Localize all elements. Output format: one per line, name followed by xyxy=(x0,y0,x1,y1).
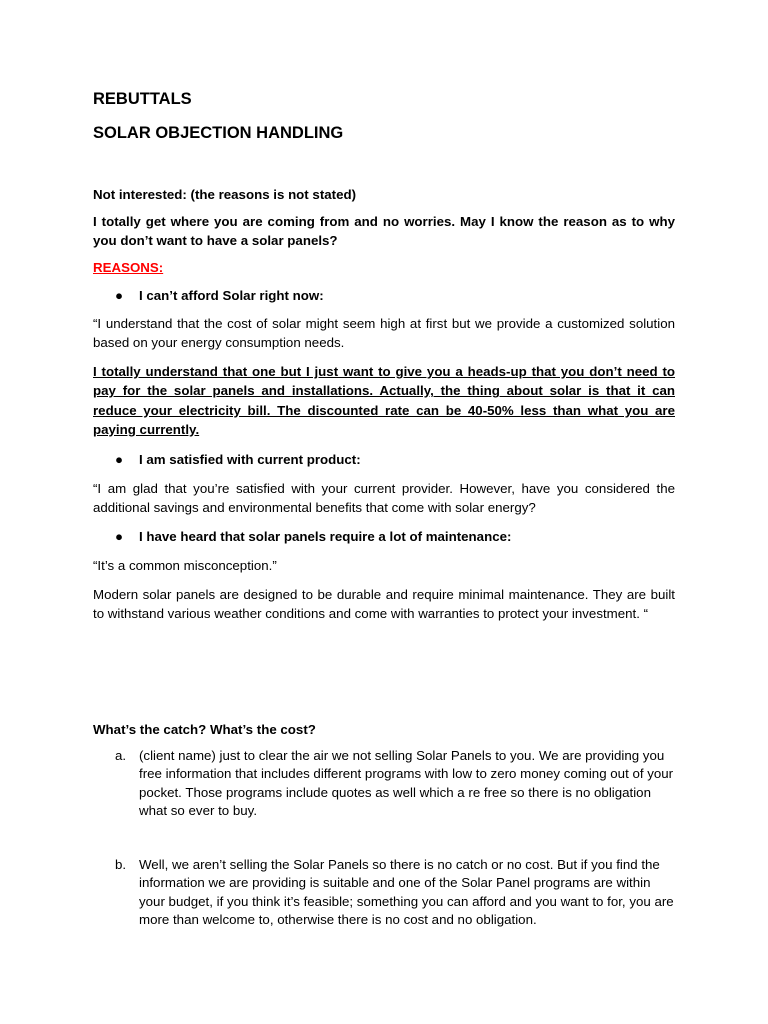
list-item-text: Well, we aren’t selling the Solar Panels so there is no catch or no cost. But if you find the information we are providing is suitable and one of the Solar Panel programs are within your budget, if you think it’s feasible; something you can afford and you want to for, you are more than welcome to, otherwise there is no cost and no obligation. xyxy=(139,857,674,927)
objection-reply-maintenance: “It’s a common misconception.” xyxy=(93,558,277,573)
bullet-marker: ● xyxy=(115,288,124,303)
objection-title: I have heard that solar panels require a lot of maintenance: xyxy=(139,529,512,544)
list-marker: b. xyxy=(115,857,127,872)
section-heading-catch: What’s the catch? What’s the cost? xyxy=(93,722,316,737)
bullet-marker: ● xyxy=(115,529,124,544)
objection-note-afford: I totally understand that one but I just want to give you a heads-up that you don’t need to pay for the solar panels and installations. Actually, the thing about solar is that it can reduce your electricity bill. The discounted rate can be 40-50% less than what you are paying currently. xyxy=(93,364,675,437)
list-item-text: (client name) just to clear the air we not selling Solar Panels to you. We are providing you free information that includes different programs with low to zero money coming out of your pocket. Those programs include quotes as well which a re free so there is no obligation what so ever to buy. xyxy=(139,748,674,818)
objection-reply-satisfied: “I am glad that you’re satisfied with your current provider. However, have you considered the additional savings and environmental benefits that come with solar energy? xyxy=(93,481,675,516)
document-subtitle: SOLAR OBJECTION HANDLING xyxy=(93,124,344,142)
reasons-label: REASONS: xyxy=(93,260,164,275)
list-marker: a. xyxy=(115,748,127,763)
objection-reply-afford: “I understand that the cost of solar might seem high at first but we provide a customized solution based on your energy consumption needs. xyxy=(93,316,675,351)
objection-title: I am satisfied with current product: xyxy=(139,452,361,467)
document-title: REBUTTALS xyxy=(93,90,192,108)
objection-title: I can’t afford Solar right now: xyxy=(139,288,324,303)
intro-paragraph: I totally get where you are coming from and no worries. May I know the reason as to why you don’t want to have a solar panels? xyxy=(93,214,675,249)
section-heading-not-interested: Not interested: (the reasons is not stated) xyxy=(93,187,357,202)
objection-note-maintenance: Modern solar panels are designed to be durable and require minimal maintenance. They are built to withstand various weather conditions and come with warranties to protect your investment. “ xyxy=(93,587,675,622)
bullet-marker: ● xyxy=(115,452,124,467)
